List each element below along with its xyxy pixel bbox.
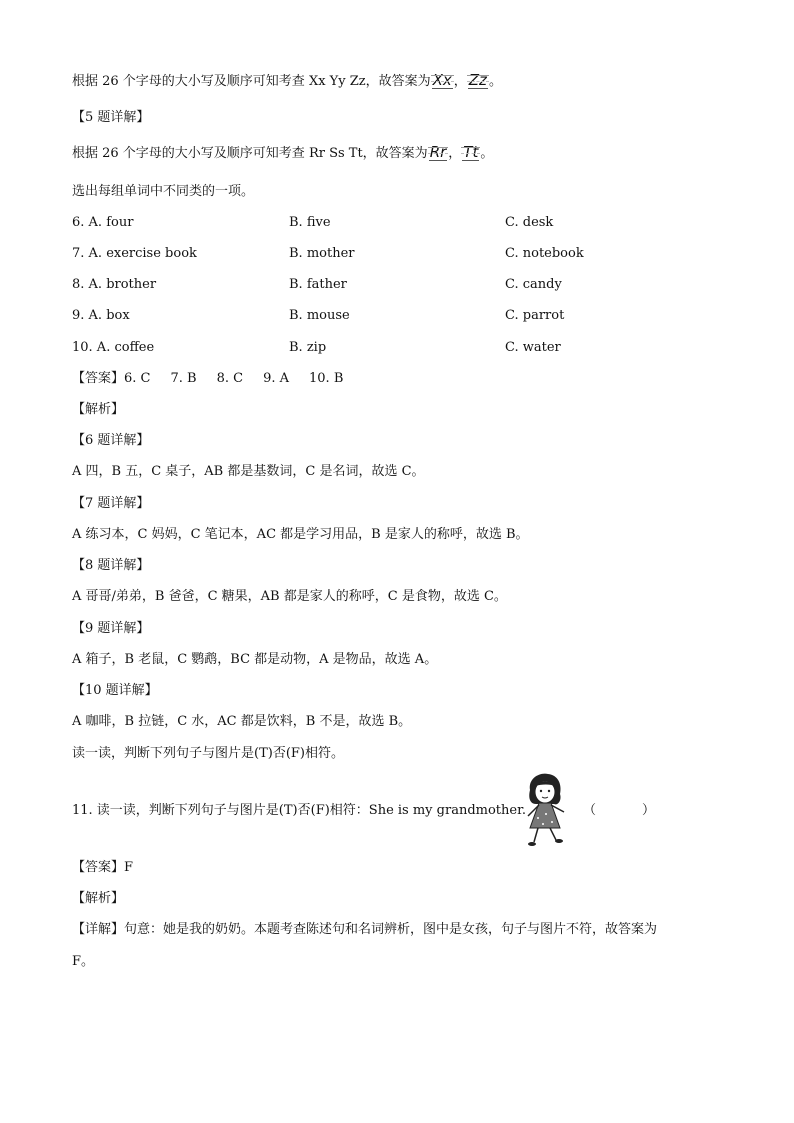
q11-question	[72, 802, 526, 820]
separator: ，	[448, 146, 462, 161]
option-a: 10. A. coffee	[72, 340, 155, 355]
handwritten-answer-1: Xx	[432, 71, 452, 89]
option-c: C. desk	[505, 215, 554, 230]
option-b: B. zip	[289, 340, 327, 355]
q4-explanation	[72, 72, 502, 91]
option-c: C. candy	[505, 277, 562, 292]
q11-answer	[72, 859, 133, 877]
detail-text: A 箱子，B 老鼠，C 鹦鹉，BC 都是动物，A 是物品，故选 A。	[72, 652, 438, 667]
answer-item: 8. C	[216, 371, 244, 386]
option-a: 7. A. exercise book	[72, 246, 197, 261]
analysis-label: 【解析】	[72, 402, 125, 417]
paren-open: （	[583, 803, 597, 818]
q5-text: 根据 26 个字母的大小写及顺序可知考查 Rr Ss Tt，故答案为	[72, 146, 428, 161]
option-c: C. parrot	[505, 308, 565, 323]
detail-text: A 咖啡，B 拉链，C 水，AC 都是饮料，B 不是，故选 B。	[72, 714, 412, 729]
detail-text: A 练习本，C 妈妈，C 笔记本，AC 都是学习用品，B 是家人的称呼，故选 B。	[72, 527, 529, 542]
answer-item: 6. C	[124, 371, 151, 386]
option-b: B. mouse	[289, 308, 350, 323]
option-a: 6. A. four	[72, 215, 134, 230]
section-odd-one-out: 选出每组单词中不同类的一项。	[72, 184, 255, 199]
section-true-false: 读一读，判断下列句子与图片是(T)否(F)相符。	[72, 746, 344, 761]
detail-heading: 【9 题详解】	[72, 621, 150, 636]
answers-line	[72, 370, 363, 388]
answers-label: 【答案】	[72, 371, 125, 386]
q11-analysis-label: 【解析】	[72, 891, 125, 906]
detail-heading: 【10 题详解】	[72, 683, 158, 698]
answer-value: F	[124, 860, 134, 875]
separator: ，	[453, 74, 467, 89]
option-a: 8. A. brother	[72, 277, 157, 292]
detail-heading: 【8 题详解】	[72, 558, 150, 573]
q11-text: 11. 读一读，判断下列句子与图片是(T)否(F)相符：She is my grandmother.	[72, 803, 526, 818]
handwritten-answer-2: Tt	[463, 143, 479, 161]
handwritten-answer-1: Rr	[429, 143, 447, 161]
detail-text: A 哥哥/弟弟，B 爸爸，C 糖果，AB 都是家人的称呼，C 是食物，故选 C。	[72, 589, 507, 604]
paren-close: ）	[642, 803, 656, 818]
q4-text: 根据 26 个字母的大小写及顺序可知考查 Xx Yy Zz，故答案为	[72, 74, 431, 89]
answer-blank	[583, 802, 655, 820]
answer-item: 9. A	[263, 371, 290, 386]
detail-heading: 【7 题详解】	[72, 496, 150, 511]
detail-text: A 四，B 五，C 桌子，AB 都是基数词，C 是名词，故选 C。	[72, 464, 425, 479]
handwritten-answer-2: Zz	[468, 71, 487, 89]
period: 。	[488, 74, 502, 89]
answer-item: 7. B	[170, 371, 197, 386]
option-b: B. five	[289, 215, 331, 230]
option-c: C. water	[505, 340, 561, 355]
option-a: 9. A. box	[72, 308, 130, 323]
answer-item: 10. B	[309, 371, 344, 386]
girl-illustration	[516, 772, 574, 848]
option-b: B. mother	[289, 246, 355, 261]
period: 。	[480, 146, 494, 161]
detail-heading: 【6 题详解】	[72, 433, 150, 448]
answer-label: 【答案】	[72, 860, 125, 875]
q5-heading: 【5 题详解】	[72, 110, 150, 125]
option-c: C. notebook	[505, 246, 584, 261]
q11-detail-line2: F。	[72, 954, 95, 969]
option-b: B. father	[289, 277, 347, 292]
q5-explanation	[72, 144, 493, 163]
q11-detail-line1: 【详解】句意：她是我的奶奶。本题考查陈述句和名词辨析，图中是女孩，句子与图片不符，故答案为	[72, 922, 658, 937]
